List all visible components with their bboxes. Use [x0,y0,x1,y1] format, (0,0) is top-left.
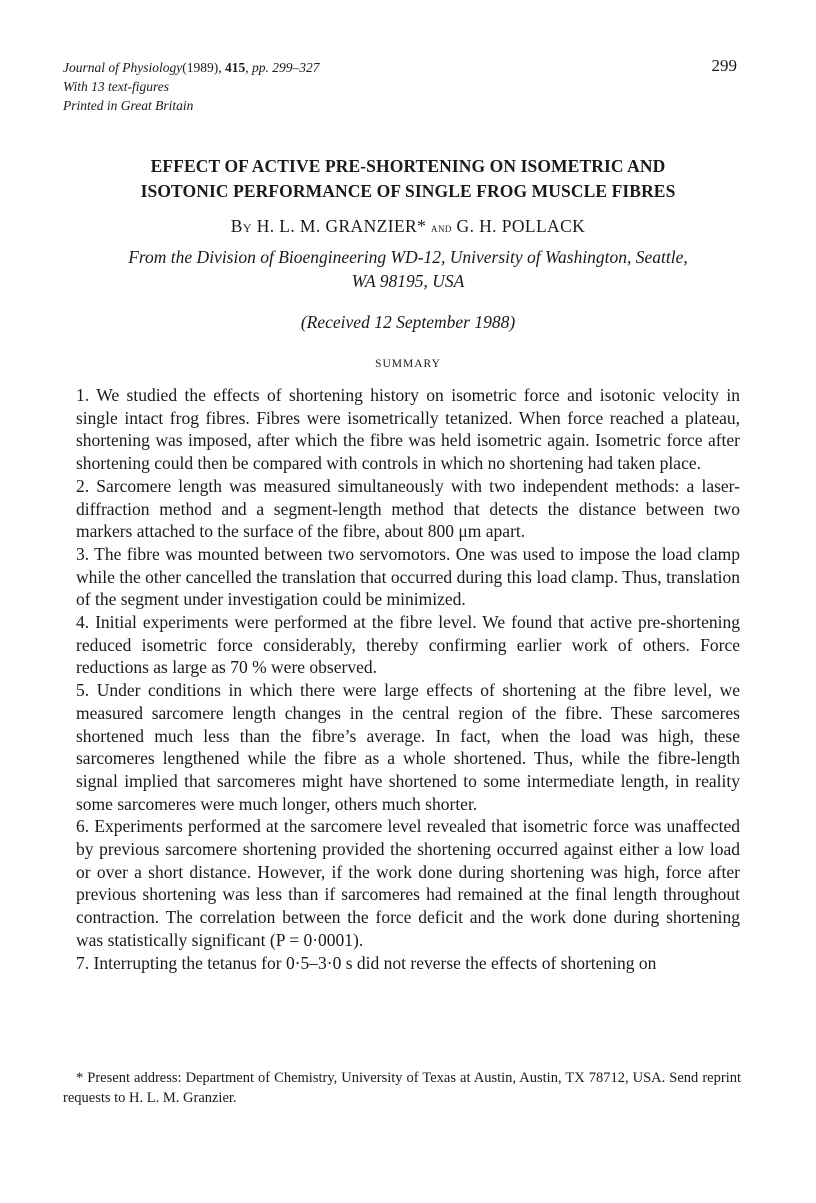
summary-paragraph-1: 1. We studied the effects of shortening history on isometric force and isotonic velocity in single intact frog fibres. Fibres were isometrically tetanized. When force reached a plateau, shortening was imposed, after which the fibre was held isometric again. Isometric force after shortening could then be compared with controls in which no shortening had taken place. [76,385,740,474]
figure-count: With 13 text-figures [63,79,169,94]
summary-heading: SUMMARY [375,358,441,370]
summary-paragraph-3: 3. The fibre was mounted between two servomotors. One was used to impose the load clamp while the other cancelled the translation that occurred during this load clamp. Thus, translation of the segment under investigation could be minimized. [76,543,740,610]
summary-paragraph-5: 5. Under conditions in which there were large effects of shortening at the fibre level, we measured sarcomere length changes in the central region of the fibre. These sarcomeres shortened much less than the fibre’s average. In fact, when the load was high, these sarcomeres lengthened while the fibre as a whole shortened. Thus, while the fibre-length signal implied that sarcomeres might have shortened to some intermediate length, in reality some sarcomeres were much longer, others much shorter. [76,680,740,814]
by-label: By [230,216,252,236]
footnote [63,1068,741,1108]
footnote-text: * Present address: Department of Chemistry, University of Texas at Austin, Austin, TX 78712, USA. Send reprint requests to H. L. M. Granzier. [63,1070,741,1106]
author-2: G. H. POLLACK [456,216,586,236]
affiliation-line-2: WA 98195, USA [351,271,465,291]
journal-citation [63,58,483,77]
affiliation-line-1: From the Division of Bioengineering WD-12, University of Washington, Seattle, [128,247,688,267]
journal-pages: , pp. 299–327 [245,60,320,75]
journal-name: Journal of Physiology [63,60,183,75]
title-line-1: EFFECT OF ACTIVE PRE-SHORTENING ON ISOMETRIC AND [150,156,666,176]
received-date: (Received 12 September 1988) [300,312,516,332]
summary-body [76,384,740,974]
journal-header [63,58,483,115]
summary-paragraph-4: 4. Initial experiments were performed at the fibre level. We found that active pre-shortening reduced isometric force considerably, thereby confirming earlier work of others. Force reductions as large as 70 % were observed. [76,612,740,678]
page-number: 299 [711,56,737,75]
affiliation [63,245,753,293]
journal-year: (1989), [182,60,225,75]
summary-paragraph-6: 6. Experiments performed at the sarcomere level revealed that isometric force was unaffected by previous sarcomere shortening provided the shortening occurred against either a low load or over a short distance. However, if the work done during shortening was high, force after previous shortening was less than if sarcomeres had remained at the final length throughout contraction. The correlation between the force deficit and the work done during shortening was statistically significant (P = 0·0001). [76,816,740,950]
summary-paragraph-7: 7. Interrupting the tetanus for 0·5–3·0 s did not reverse the effects of shortening on [76,952,657,973]
author-line [63,216,753,237]
article-title [63,154,753,204]
summary-paragraph-2: 2. Sarcomere length was measured simultaneously with two independent methods: a laser-diffraction method and a segment-length method that detects the distance between two markers attached to the surface of the fibre, about 800 μm apart. [76,475,740,542]
printed-in: Printed in Great Britain [63,98,194,113]
author-1: H. L. M. GRANZIER* [256,216,427,236]
journal-volume: 415 [224,60,246,75]
and-label: and [431,220,452,235]
title-line-2: ISOTONIC PERFORMANCE OF SINGLE FROG MUSCLE FIBRES [140,181,676,201]
